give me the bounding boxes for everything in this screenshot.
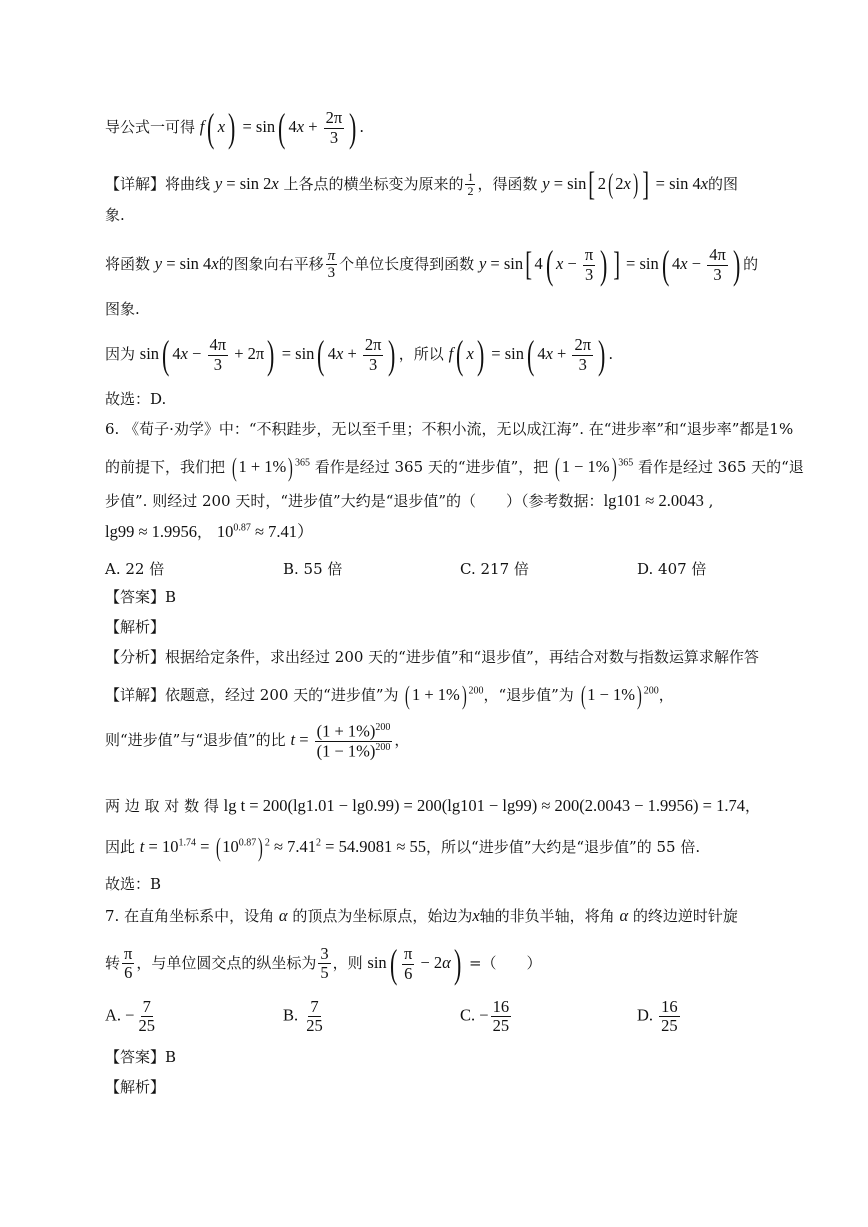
text: ，	[658, 685, 674, 704]
math: = 54.9081 ≈ 55	[325, 836, 427, 856]
text: 则“进步值”与“退步值”的比	[105, 730, 286, 749]
q6-line-2: 的前提下，我们把 ( 1 + 1%) $^{365}$ 看作是经过 365 天的“进步值”，把 ( 1 − 1%) $^{365}$ 看作是经过 365 天的“退	[105, 453, 804, 482]
fraction: $\frac{2\pi}{3}$	[364, 335, 382, 374]
text: ，“退步值”为	[483, 685, 574, 704]
detail-tag: 【详解】	[105, 174, 166, 193]
q7-line-2: 转 $\frac{\pi}{6}$ ，与单位圆交点的纵坐标为 $\frac{3}{5}$ ，则 sin( $\frac{\pi}{6}$ − 2α) =（ ）	[105, 941, 542, 986]
denominator: 25	[661, 1016, 678, 1036]
text: ，所以“进步值”大约是“退步值”的 55 倍.	[426, 837, 701, 856]
detail-line: 【详解】将曲线 y = sin 2x 上各点的横坐标变为原来的 $\frac{1}{2}$ ，得函数 y = sin[ 2( 2x) ] = sin 4x的图	[105, 166, 739, 203]
fraction: $\frac{\pi}{6}$	[404, 944, 413, 983]
denominator: 25	[492, 1016, 510, 1036]
text: 7. 在直角坐标系中，设角	[105, 907, 275, 925]
text: 两 边 取 对 数 得	[105, 797, 219, 815]
fraction: $\frac{\pi}{3}$	[327, 247, 336, 282]
sign: −	[125, 1005, 135, 1025]
text: 步值”. 则经过 200 天时，“进步值”大约是“退步值”的（ ）（参考数据：	[105, 492, 604, 510]
option-label: A.	[105, 1005, 122, 1025]
text: ，	[197, 523, 213, 541]
fraction: $\frac{2\pi}{3}$	[325, 108, 343, 147]
text: 因为	[105, 344, 136, 363]
math: lg t = 200(lg1.01 − lg0.99) = 200(lg101 − lg99) ≈ 200(2.0043 − 1.9956) = 1.74	[223, 796, 745, 815]
ratio-line: 则“进步值”与“退步值”的比 t = $\frac{(1 + 1\%)^{200}}{(1 - 1\%)^{200}}$ ，	[105, 721, 410, 761]
fraction: $\frac{3}{5}$	[320, 944, 329, 983]
fraction: $\frac{\pi}{6}$	[124, 944, 133, 983]
text: 上各点的横坐标变为原来的	[283, 174, 464, 193]
numerator: 16	[492, 997, 510, 1016]
analysis-line: 【解析】	[105, 618, 166, 636]
text: ，与单位圆交点的纵坐标为	[136, 953, 317, 972]
text: 的前提下，我们把	[105, 457, 226, 476]
math: lg99 ≈ 1.9956	[105, 522, 198, 541]
text: ，则	[332, 953, 363, 972]
fraction	[659, 998, 680, 1035]
text: 看作是经过 365 天的“退	[637, 457, 804, 476]
text-line: 图象.	[105, 300, 140, 318]
numerator: 7	[310, 997, 319, 1016]
option-label: C.	[460, 1005, 476, 1025]
detail-line: 【详解】依题意，经过 200 天的“进步值”为 ( 1 + 1%) $^{200}$，“退步值”为 ( 1 − 1%) $^{200}$，	[105, 681, 674, 710]
text: 将曲线	[165, 174, 211, 193]
text: 因此	[105, 837, 136, 856]
text: 轴的非负半轴，将角	[479, 907, 615, 925]
denominator: 25	[138, 1016, 155, 1036]
sign: −	[479, 1005, 489, 1025]
text: =（ ）	[468, 953, 542, 972]
text: 的顶点为坐标原点，始边为	[292, 907, 473, 925]
text-line: 将函数 y = sin 4x的图象向右平移 $\frac{\pi}{3}$ 个单位长度得到函数 y = sin[ 4( x − $\frac{\pi}{3}$ ) ] = sin( 4x − $\frac{4\pi}{3}$ ) 的	[105, 242, 759, 287]
fenxi-line: 【分析】根据给定条件，求出经过 200 天的“进步值”和“退步值”，再结合对数与指数运算求解作答	[105, 648, 759, 666]
log-line	[105, 796, 828, 816]
option-c	[460, 998, 513, 1035]
text-line: 导公式一可得 f( x) = sin( 4x + $\frac{2\pi}{3}$ ) .	[105, 105, 364, 150]
text: ，所以	[398, 344, 444, 363]
option-b	[283, 998, 327, 1035]
answer-line: 【答案】B	[105, 1048, 177, 1066]
text: 将函数	[105, 254, 151, 273]
analysis-line: 【解析】	[105, 1078, 166, 1096]
text-line: 象.	[105, 206, 125, 224]
option-d	[637, 998, 682, 1035]
fraction: $\frac{4\pi}{3}$	[709, 245, 726, 284]
option-b: B. 55 倍	[283, 560, 343, 578]
option-a	[105, 998, 159, 1035]
text: ，得函数	[477, 174, 538, 193]
math: lg101 ≈ 2.0043	[603, 491, 704, 510]
text: 的图象向右平移	[218, 254, 324, 273]
fraction: $\frac{2\pi}{3}$	[574, 335, 592, 374]
fraction: $\frac{4\pi}{3}$	[209, 335, 227, 374]
text: ，	[394, 730, 410, 749]
fraction: $\frac{\pi}{3}$	[584, 245, 594, 284]
text: 的	[743, 254, 759, 273]
math: ≈ 7.41	[273, 836, 317, 856]
numerator: 16	[661, 997, 678, 1016]
choose-line: 故选：D.	[105, 390, 167, 408]
fraction	[136, 998, 157, 1035]
result-line: 因此 $t = 10^{1.74}$ = ( $10^{0.87}$) $^2 \approx 7.41^2 = 54.9081 \approx 55$，所以“进步值”大约是“退步值”的 55 倍.	[105, 833, 701, 862]
text: 看作是经过 365 天的“进步值”，把	[314, 457, 549, 476]
q7-line-1: 7. 在直角坐标系中，设角 α 的顶点为坐标原点，始边为x轴的非负半轴，将角 α 的终边逆时针旋	[105, 906, 738, 925]
math: ≈ 7.41）	[254, 522, 314, 541]
option-d: D. 407 倍	[637, 560, 707, 578]
text: 【详解】依题意，经过 200 天的“进步值”为	[105, 685, 399, 704]
text: 的图	[708, 174, 739, 193]
q6-line-4: lg99 ≈ 1.9956， $10^{0.87} \approx 7.41$）	[105, 522, 314, 541]
text: .	[608, 344, 614, 363]
text-line: 因为 sin( 4x − $\frac{4\pi}{3}$ + 2π) = sin( 4x + $\frac{2\pi}{3}$ ) ，所以 f( x) = sin( 4x + $\frac{2\pi}{3}$ ) .	[105, 332, 614, 377]
denominator: 25	[306, 1016, 323, 1036]
answer-line: 【答案】B	[105, 588, 177, 606]
fraction: $\frac{(1 + 1\%)^{200}}{(1 - 1\%)^{200}}$	[316, 721, 391, 761]
numerator: 7	[142, 997, 151, 1016]
choose-line: 故选：B	[105, 875, 162, 893]
q6-line-3: 步值”. 则经过 200 天时，“进步值”大约是“退步值”的（ ）（参考数据：lg101 ≈ 2.0043 ,	[105, 491, 714, 510]
text: ，	[745, 797, 761, 815]
option-label: D.	[637, 1005, 654, 1025]
fraction	[304, 998, 325, 1035]
q6-line-1: 6. 《荀子·劝学》中：“不积跬步，无以至千里；不积小流，无以成江海”. 在“进步率”和“退步率”都是1%	[105, 420, 794, 438]
fraction: $\frac{1}{2}$	[467, 170, 474, 199]
text: 的终边逆时针旋	[632, 907, 738, 925]
text: 转	[105, 953, 121, 972]
option-a: A. 22 倍	[105, 560, 165, 578]
line-text: 导公式一可得	[105, 117, 196, 136]
fraction	[491, 998, 512, 1035]
option-label: B.	[283, 1005, 299, 1025]
option-c: C. 217 倍	[460, 560, 529, 578]
text: 个单位长度得到函数	[339, 254, 475, 273]
